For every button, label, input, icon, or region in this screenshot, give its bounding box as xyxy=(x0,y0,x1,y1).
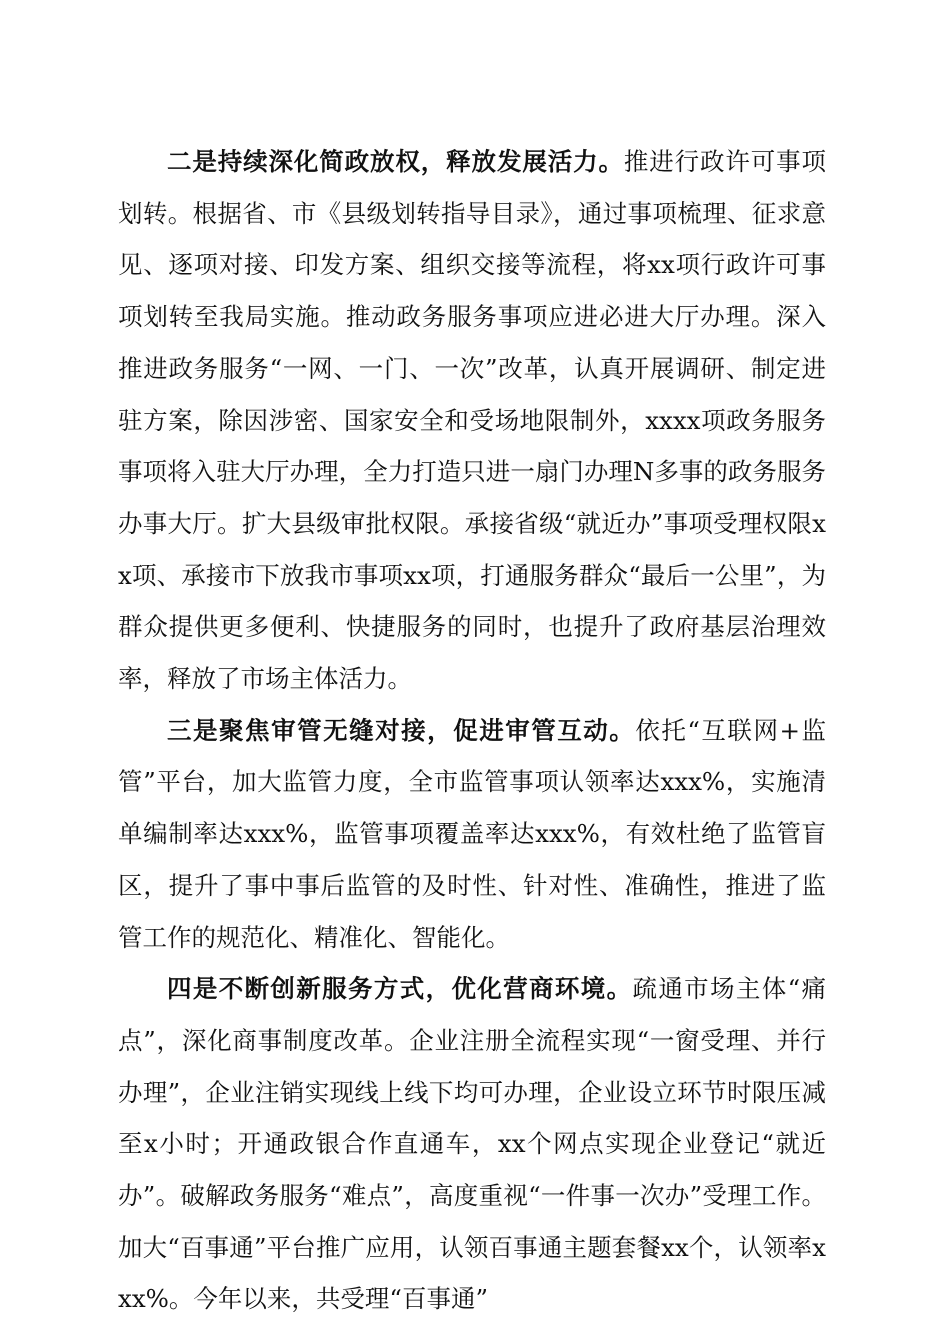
paragraph-heading: 四是不断创新服务方式，优化营商环境。 xyxy=(167,974,633,1004)
paragraph-heading: 三是聚焦审管无缝对接，促进审管互动。 xyxy=(167,715,636,745)
paragraph-text: 依托“互联网+监管”平台，加大监管力度，全市监管事项认领率达xxx%，实施清单编制率达xxx%，监管事项覆盖率达xxx%，有效杜绝了监管盲区，提升了事中事后监管的及时性、针对性、准确性，推进了监管工作的规范化、精准化、智能化。 xyxy=(118,715,827,952)
paragraph-approval-supervision xyxy=(118,705,826,964)
paragraph-text: 推进行政许可事项划转。根据省、市《县级划转指导目录》，通过事项梳理、征求意见、逐项对接、印发方案、组织交接等流程，将xx项行政许可事项划转至我局实施。推动政务服务事项应进必进大厅办理。深入推进政务服务“一网、一门、一次”改革，认真开展调研、制定进驻方案，除因涉密、国家安全和受场地限制外，xxxx项政务服务事项将入驻大厅办理，全力打造只进一扇门办理N多事的政务服务办事大厅。扩大县级审批权限。承接省级“就近办”事项受理权限xx项、承接市下放我市事项xx项，打通服务群众“最后一公里”，为群众提供更多便利、快捷服务的同时，也提升了政府基层治理效率，释放了市场主体活力。 xyxy=(118,147,827,694)
document-body xyxy=(118,136,826,1325)
paragraph-business-environment xyxy=(118,963,826,1325)
paragraph-simplify-administration xyxy=(118,136,826,705)
paragraph-heading: 二是持续深化简政放权，释放发展活力。 xyxy=(167,147,624,176)
paragraph-text: 疏通市场主体“痛点”，深化商事制度改革。企业注册全流程实现“一窗受理、并行办理”，企业注销实现线上线下均可办理，企业设立环节时限压减至x小时；开通政银合作直通车，xx个网点实现企业登记“就近办”。破解政务服务“难点”，高度重视“一件事一次办”受理工作。加大“百事通”平台推广应用，认领百事通主题套餐xx个，认领率xxx%。今年以来，共受理“百事通” xyxy=(118,974,827,1314)
